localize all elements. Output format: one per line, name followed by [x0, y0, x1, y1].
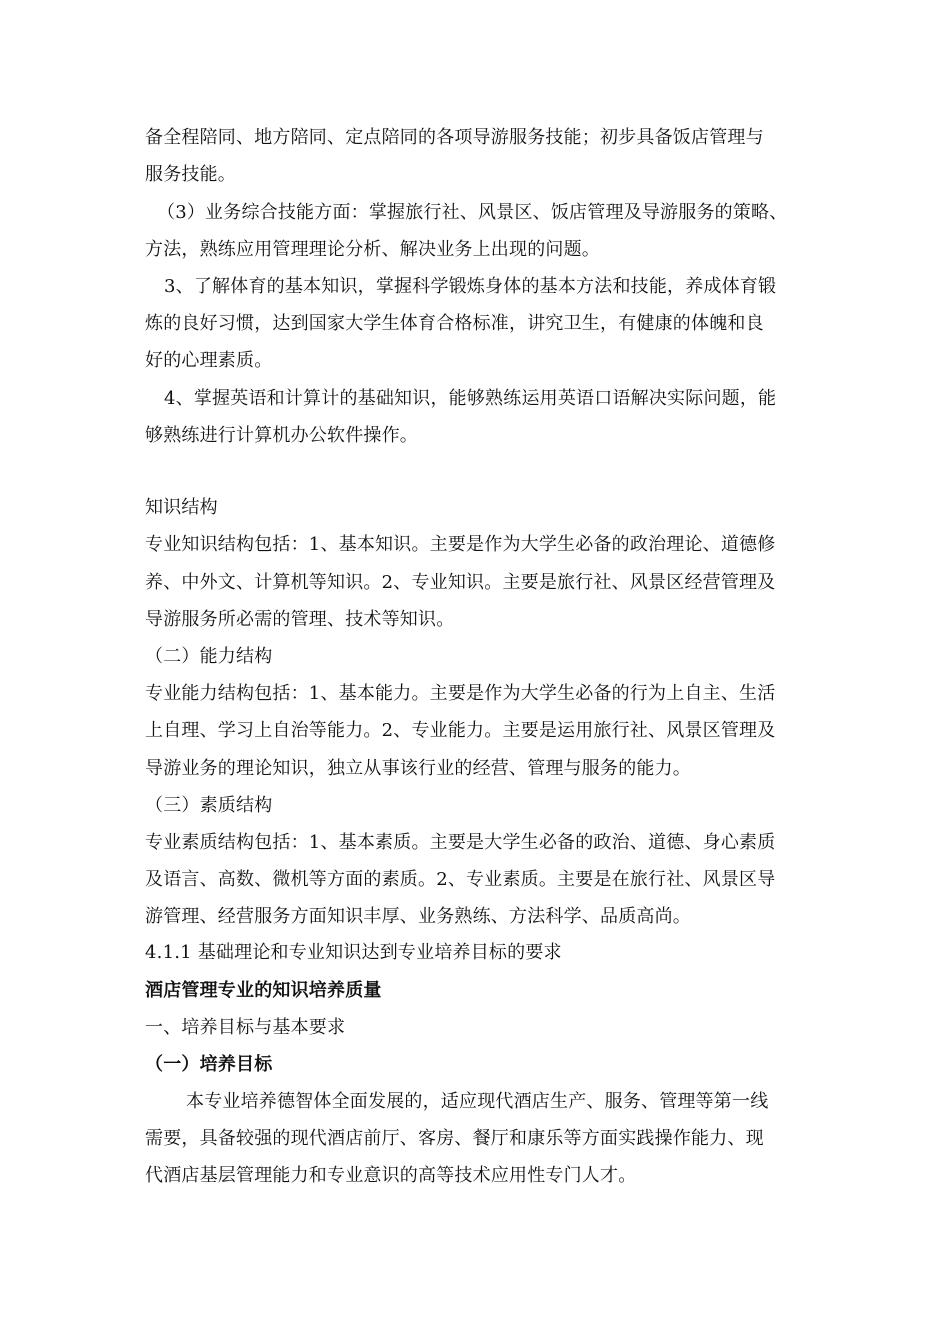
- paragraph-line: 游管理、经营服务方面知识丰厚、业务熟练、方法科学、品质高尚。: [145, 906, 691, 927]
- paragraph-line: 够熟练进行计算机办公软件操作。: [145, 425, 418, 446]
- paragraph-line: 专业素质结构包括：1、基本素质。主要是大学生必备的政治、道德、身心素质: [145, 832, 776, 853]
- bold-subheading: （一）培养目标: [145, 1054, 273, 1075]
- section-number-heading: 4.1.1 基础理论和专业知识达到专业培养目标的要求: [145, 942, 562, 963]
- section-heading: 一、培养目标与基本要求: [145, 1017, 346, 1038]
- paragraph-line: 备全程陪同、地方陪同、定点陪同的各项导游服务技能；初步具备饭店管理与: [145, 127, 764, 148]
- section-heading: 知识结构: [145, 497, 218, 518]
- paragraph-line: 上自理、学习上自治等能力。2、专业能力。主要是运用旅行社、风景区管理及: [145, 720, 776, 741]
- paragraph-line: 方法，熟练应用管理理论分析、解决业务上出现的问题。: [145, 239, 600, 260]
- bold-heading: 酒店管理专业的知识培养质量: [145, 980, 382, 1001]
- paragraph-line: （3）业务综合技能方面：掌握旅行社、风景区、饭店管理及导游服务的策略、: [157, 202, 788, 223]
- paragraph-line: 专业能力结构包括：1、基本能力。主要是作为大学生必备的行为上自主、生活: [145, 683, 776, 704]
- paragraph-line: 专业知识结构包括：1、基本知识。主要是作为大学生必备的政治理论、道德修: [145, 534, 776, 555]
- paragraph-line: 服务技能。: [145, 164, 236, 185]
- paragraph-line: 3、了解体育的基本知识，掌握科学锻炼身体的基本方法和技能，养成体育锻: [164, 276, 777, 297]
- paragraph-line: 需要，具备较强的现代酒店前厅、客房、餐厅和康乐等方面实践操作能力、现: [145, 1128, 764, 1149]
- paragraph-line: 养、中外文、计算机等知识。2、专业知识。主要是旅行社、风景区经营管理及: [145, 572, 776, 593]
- paragraph-line: 本专业培养德智体全面发展的，适应现代酒店生产、服务、管理等第一线: [186, 1091, 769, 1112]
- paragraph-line: 好的心理素质。: [145, 350, 273, 371]
- paragraph-line: 导游业务的理论知识，独立从事该行业的经营、管理与服务的能力。: [145, 758, 691, 779]
- section-heading: （二）能力结构: [145, 646, 273, 667]
- section-heading: （三）素质结构: [145, 795, 273, 816]
- paragraph-line: 4、掌握英语和计算计的基础知识，能够熟练运用英语口语解决实际问题，能: [164, 388, 777, 409]
- paragraph-line: 炼的良好习惯，达到国家大学生体育合格标准，讲究卫生，有健康的体魄和良: [145, 313, 764, 334]
- paragraph-line: 导游服务所必需的管理、技术等知识。: [145, 609, 455, 630]
- paragraph-line: 及语言、高数、微机等方面的素质。2、专业素质。主要是在旅行社、风景区导: [145, 869, 776, 890]
- paragraph-line: 代酒店基层管理能力和专业意识的高等技术应用性专门人才。: [145, 1165, 637, 1186]
